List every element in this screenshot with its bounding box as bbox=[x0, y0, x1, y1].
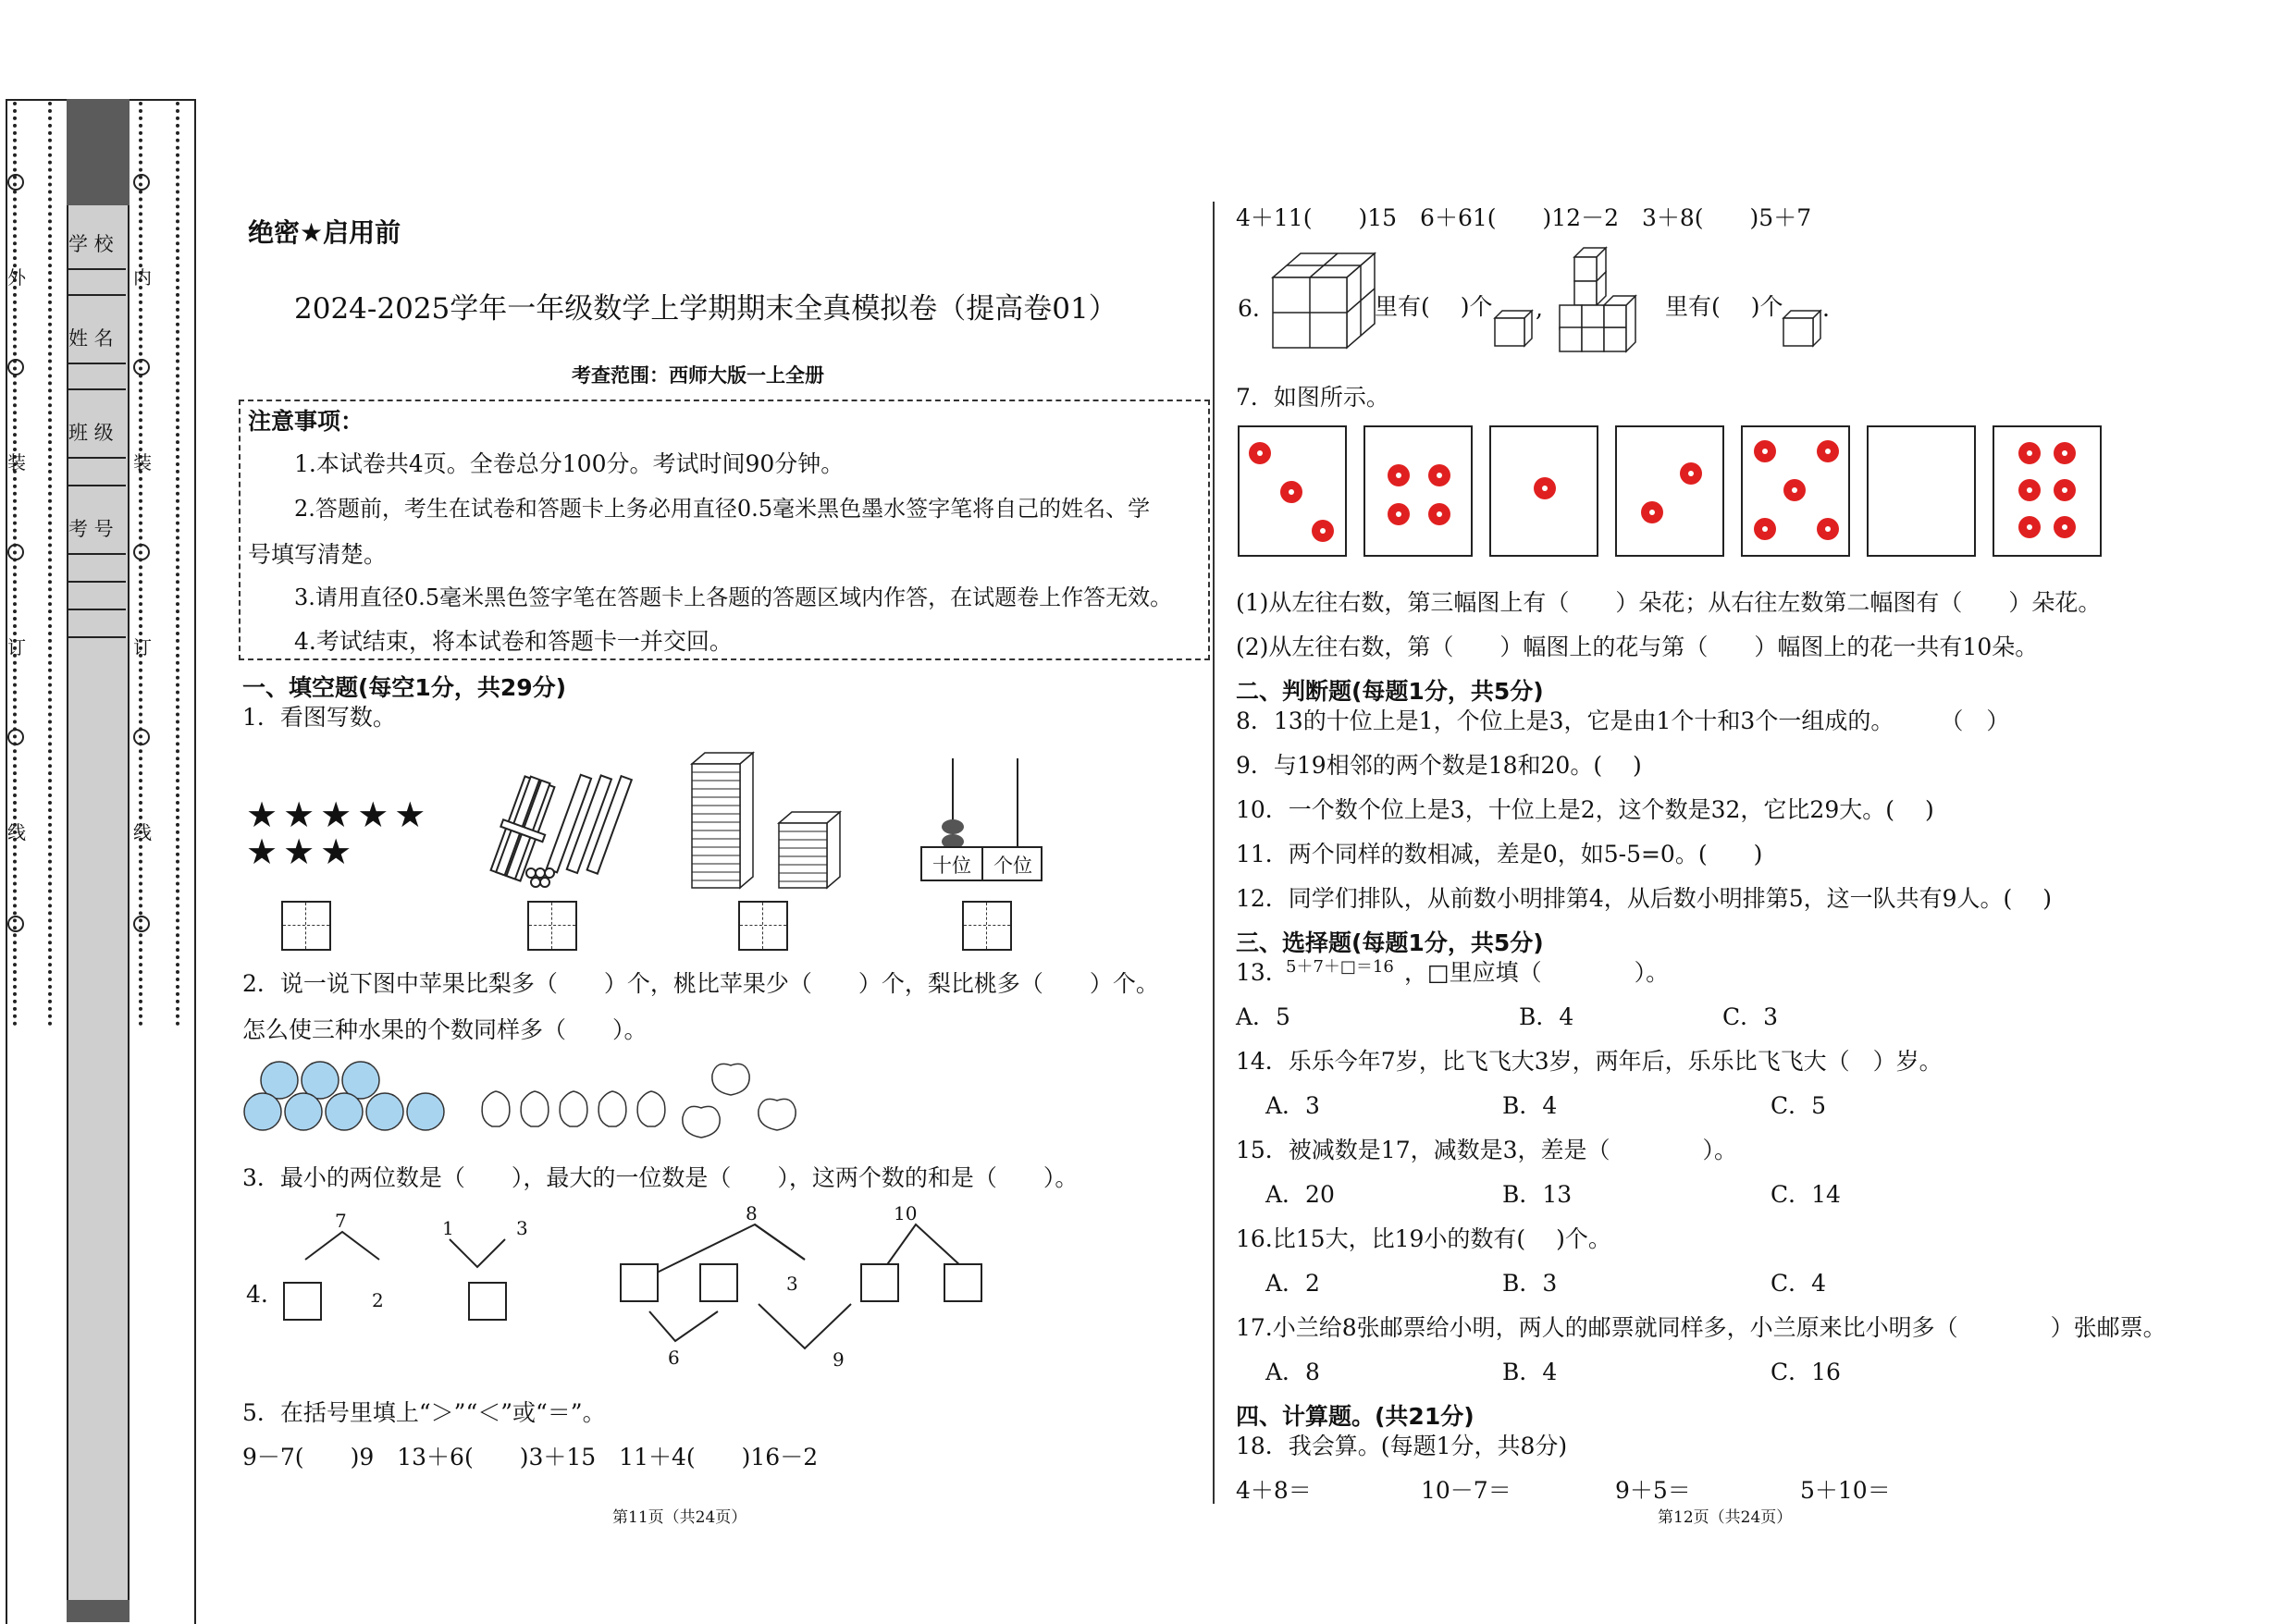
notice-box bbox=[239, 400, 1210, 660]
option-c[interactable]: C．3 bbox=[1722, 1003, 1779, 1030]
question-2-cont: 怎么使三种水果的个数同样多（ ）。 bbox=[242, 1016, 648, 1043]
notice-item: 号填写清楚。 bbox=[248, 541, 388, 568]
question-5-cont: 4＋11( )15 6＋61( )12－2 3＋8( )5＋7 bbox=[1236, 204, 1812, 231]
dotted-line bbox=[176, 102, 191, 1027]
binding-circle bbox=[133, 359, 150, 375]
binding-circle bbox=[133, 174, 150, 191]
period: . bbox=[1822, 295, 1830, 322]
page-footer: 第12页（共24页） bbox=[1658, 1508, 1793, 1527]
answer-box[interactable] bbox=[962, 901, 1012, 951]
option-c[interactable]: C．16 bbox=[1771, 1359, 1841, 1385]
question-5: 5．在括号里填上“＞”“＜”或“＝”。 bbox=[242, 1399, 606, 1426]
question-6-a: 里有( )个 bbox=[1375, 293, 1493, 320]
bond-box[interactable] bbox=[620, 1263, 659, 1302]
page-title: 2024-2025学年一年级数学上学期期末全真模拟卷（提高卷01） bbox=[294, 292, 1117, 326]
calc-item: 4＋8＝ bbox=[1236, 1477, 1312, 1504]
question-6-b: 里有( )个 bbox=[1665, 293, 1783, 320]
cube-stacks-figure bbox=[686, 751, 844, 892]
option-b[interactable]: B．3 bbox=[1502, 1270, 1558, 1297]
answer-box[interactable] bbox=[527, 901, 577, 951]
unit-cube-icon bbox=[1780, 307, 1824, 348]
question-10: 10．一个数个位上是3，十位上是2，这个数是32，它比29大。( ) bbox=[1236, 796, 1934, 823]
abacus-ones-label: 个位 bbox=[993, 855, 1032, 877]
question-7-2: (2)从左往右数，第（ ）幅图上的花与第（ ）幅图上的花一共有10朵。 bbox=[1236, 634, 2039, 660]
option-c[interactable]: C．5 bbox=[1771, 1092, 1827, 1119]
left-mark: 外 bbox=[7, 266, 26, 289]
page-footer: 第11页（共24页） bbox=[612, 1508, 747, 1527]
dotted-line bbox=[139, 102, 154, 1027]
bond-box[interactable] bbox=[699, 1263, 738, 1302]
bond-number: 2 bbox=[372, 1289, 384, 1311]
notice-item: 3.请用直径0.5毫米黑色签字笔在答题卡上各题的答题区域内作答，在试题卷上作答无效。 bbox=[294, 584, 1173, 610]
notice-item: 1.本试卷共4页。全卷总分100分。考试时间90分钟。 bbox=[294, 450, 845, 477]
stepped-cubes-figure bbox=[1556, 246, 1671, 353]
section-heading: 一、填空题(每空1分，共29分) bbox=[242, 674, 567, 701]
notice-item: 2.答题前，考生在试卷和答题卡上务必用直径0.5毫米黑色墨水签字笔将自己的姓名、学 bbox=[294, 496, 1151, 522]
gray-strip-bottom bbox=[67, 1600, 130, 1622]
question-17: 17.小兰给8张邮票给小明，两人的邮票就同样多，小兰原来比小明多（ ）张邮票。 bbox=[1236, 1314, 2166, 1341]
field-line bbox=[68, 294, 126, 296]
bond-number: 10 bbox=[894, 1202, 918, 1224]
option-b[interactable]: B．4 bbox=[1502, 1359, 1558, 1385]
notice-heading: 注意事项： bbox=[248, 408, 364, 435]
flower-panel-2 bbox=[1363, 425, 1473, 557]
dotted-line bbox=[13, 102, 28, 1027]
stars-row: ★★★ bbox=[246, 831, 358, 872]
flower-icons bbox=[1365, 427, 1471, 555]
comma: , bbox=[1536, 295, 1543, 322]
option-b[interactable]: B．13 bbox=[1502, 1181, 1573, 1208]
question-6-label: 6. bbox=[1238, 295, 1260, 322]
field-line bbox=[68, 268, 126, 270]
flower-panel-6 bbox=[1867, 425, 1976, 557]
flower-icons bbox=[1491, 427, 1597, 555]
secret-label: 绝密★启用前 bbox=[248, 217, 401, 248]
fruit-figure bbox=[242, 1054, 668, 1143]
bond-number: 3 bbox=[786, 1273, 798, 1295]
bond-number: 7 bbox=[335, 1210, 347, 1232]
question-4-label: 4. bbox=[246, 1281, 268, 1308]
field-line bbox=[68, 636, 126, 638]
binding-circle bbox=[133, 916, 150, 932]
question-7: 7．如图所示。 bbox=[1236, 384, 1389, 411]
right-mark: 内 bbox=[133, 266, 152, 289]
gray-strip-top bbox=[67, 99, 130, 205]
field-line bbox=[68, 609, 126, 610]
question-12: 12．同学们排队，从前数小明排第4，从后数小明排第5，这一队共有9人。( ) bbox=[1236, 885, 2052, 912]
option-a[interactable]: A．2 bbox=[1265, 1270, 1320, 1297]
answer-box[interactable] bbox=[281, 901, 331, 951]
stars-row: ★★★★★ bbox=[246, 794, 432, 835]
question-2: 2．说一说下图中苹果比梨多（ ）个，桃比苹果少（ ）个，梨比桃多（ ）个。 bbox=[242, 970, 1159, 997]
right-mark: 装 bbox=[133, 451, 152, 474]
question-8: 8．13的十位上是1，个位上是3，它是由1个十和3个一组成的。 （ ） bbox=[1236, 707, 2010, 734]
flower-panel-7 bbox=[1993, 425, 2102, 557]
answer-box[interactable] bbox=[738, 901, 788, 951]
left-mark: 线 bbox=[7, 821, 26, 843]
question-14: 14．乐乐今年7岁，比飞飞大3岁，两年后，乐乐比飞飞大（ ）岁。 bbox=[1236, 1048, 1943, 1075]
exam-scope: 考查范围：西师大版一上全册 bbox=[572, 363, 824, 387]
flower-icons bbox=[1743, 427, 1848, 555]
id-field-label: 考 号 bbox=[68, 518, 114, 540]
question-16: 16.比15大，比19小的数有( )个。 bbox=[1236, 1225, 1611, 1252]
field-line bbox=[68, 388, 126, 390]
option-a[interactable]: A．3 bbox=[1265, 1092, 1320, 1119]
flower-icons bbox=[1240, 427, 1345, 555]
bond-box[interactable] bbox=[944, 1263, 982, 1302]
bond-number: 8 bbox=[746, 1202, 758, 1224]
calc-item: 5＋10＝ bbox=[1800, 1477, 1891, 1504]
option-a[interactable]: A．20 bbox=[1265, 1181, 1335, 1208]
field-line bbox=[68, 363, 126, 364]
name-field-label: 姓 名 bbox=[68, 327, 114, 350]
binding-circle bbox=[133, 544, 150, 560]
flower-panel-4 bbox=[1615, 425, 1724, 557]
calc-item: 9＋5＝ bbox=[1615, 1477, 1691, 1504]
flower-panel-5 bbox=[1741, 425, 1850, 557]
flower-icons bbox=[1617, 427, 1722, 555]
peach-figure bbox=[675, 1056, 814, 1145]
bond-box[interactable] bbox=[468, 1282, 507, 1321]
question-11: 11．两个同样的数相减，差是0，如5-5=0。( ) bbox=[1236, 841, 1763, 867]
bond-number: 6 bbox=[668, 1347, 680, 1369]
section-heading: 三、选择题(每题1分，共5分) bbox=[1236, 929, 1544, 956]
option-a[interactable]: A．5 bbox=[1236, 1003, 1290, 1030]
dotted-line bbox=[48, 102, 63, 1027]
flower-panel-3 bbox=[1489, 425, 1598, 557]
calc-item: 10－7＝ bbox=[1421, 1477, 1511, 1504]
question-9: 9．与19相邻的两个数是18和20。( ) bbox=[1236, 752, 1642, 779]
left-mark: 装 bbox=[7, 451, 26, 474]
binding-circle bbox=[7, 916, 24, 932]
field-line bbox=[68, 457, 126, 459]
option-b[interactable]: B．4 bbox=[1502, 1092, 1558, 1119]
option-a[interactable]: A．8 bbox=[1265, 1359, 1320, 1385]
question-7-1: (1)从左往右数，第三幅图上有（ ）朵花；从右往左数第二幅图有（ ）朵花。 bbox=[1236, 589, 2102, 616]
page-divider bbox=[1213, 202, 1215, 1504]
question-3: 3．最小的两位数是（ ），最大的一位数是（ ），这两个数的和是（ ）。 bbox=[242, 1164, 1079, 1191]
question-18: 18．我会算。(每题1分，共8分) bbox=[1236, 1433, 1568, 1459]
class-field-label: 班 级 bbox=[68, 422, 114, 444]
option-c[interactable]: C．4 bbox=[1771, 1270, 1827, 1297]
section-heading: 四、计算题。(共21分) bbox=[1236, 1403, 1474, 1430]
bond-box[interactable] bbox=[283, 1282, 322, 1321]
field-line bbox=[68, 581, 126, 583]
left-mark: 订 bbox=[7, 636, 26, 658]
bond-number: 3 bbox=[516, 1217, 528, 1239]
abacus-tens-label: 十位 bbox=[932, 855, 971, 877]
option-b[interactable]: B．4 bbox=[1519, 1003, 1574, 1030]
notice-item: 4.考试结束，将本试卷和答题卡一并交回。 bbox=[294, 628, 733, 655]
binding-circle bbox=[133, 729, 150, 745]
binding-circle bbox=[7, 359, 24, 375]
stick-bundles-figure bbox=[481, 773, 638, 890]
bond-number: 9 bbox=[833, 1348, 845, 1371]
binding-circle bbox=[7, 729, 24, 745]
cube-block-figure bbox=[1269, 250, 1380, 353]
bond-box[interactable] bbox=[860, 1263, 899, 1302]
flower-panel-1 bbox=[1238, 425, 1347, 557]
flower-icons bbox=[1994, 427, 2100, 555]
binding-circle bbox=[7, 544, 24, 560]
right-mark: 订 bbox=[133, 636, 152, 658]
school-field-label: 学 校 bbox=[68, 233, 114, 255]
binding-circle bbox=[7, 174, 24, 191]
bond-number: 1 bbox=[442, 1217, 454, 1239]
field-line bbox=[68, 485, 126, 486]
section-heading: 二、判断题(每题1分，共5分) bbox=[1236, 678, 1544, 705]
question-5-items: 9－7( )9 13＋6( )3＋15 11＋4( )16－2 bbox=[242, 1444, 819, 1470]
question-13-formula: 5＋7＋□＝16 bbox=[1286, 957, 1394, 977]
field-line bbox=[68, 553, 126, 555]
right-mark: 线 bbox=[133, 821, 152, 843]
question-13-suffix: ，□里应填（ ）。 bbox=[1404, 959, 1670, 986]
unit-cube-icon bbox=[1491, 307, 1536, 348]
question-1: 1．看图写数。 bbox=[242, 704, 396, 731]
question-13-prefix: 13． bbox=[1236, 959, 1289, 986]
option-c[interactable]: C．14 bbox=[1771, 1181, 1841, 1208]
question-15: 15．被减数是17，减数是3，差是（ ）。 bbox=[1236, 1137, 1738, 1163]
